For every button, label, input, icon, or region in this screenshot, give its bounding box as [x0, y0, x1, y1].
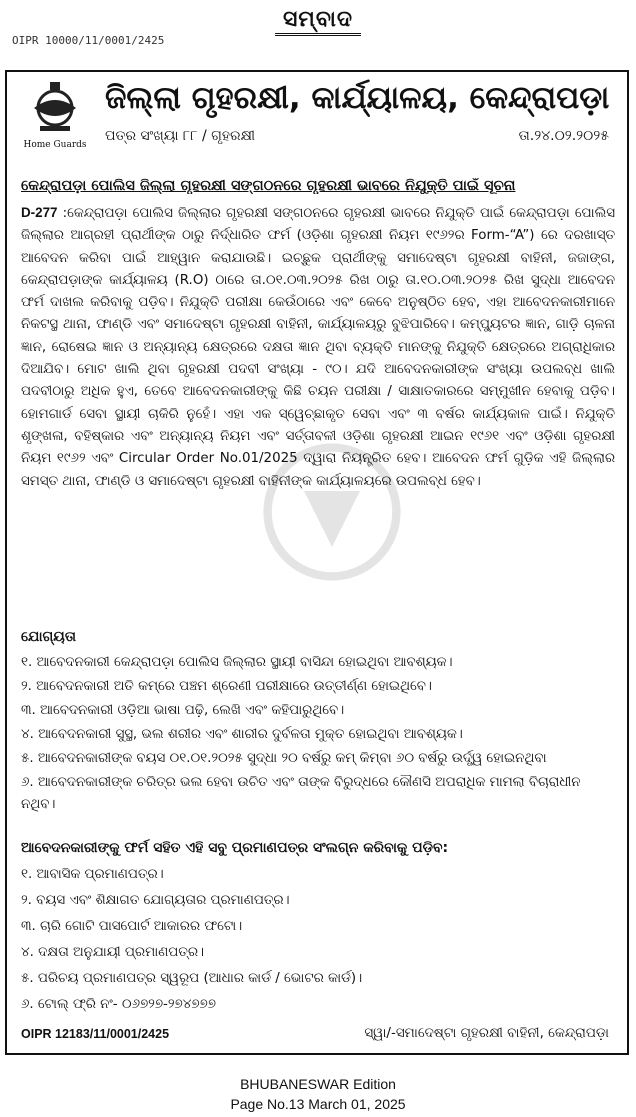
notice-body: [21, 202, 615, 493]
letter-number: ପତ୍ର ସଂଖ୍ୟା ୮୮ / ଗୃହରକ୍ଷୀ: [105, 128, 256, 144]
office-title: ଜିଲ୍ଲା ଗୃହରକ୍ଷୀ, କାର୍ଯ୍ୟାଳୟ, କେନ୍ଦ୍ରାପଡ଼ା: [105, 80, 610, 116]
notice-headline: କେନ୍ଦ୍ରାପଡ଼ା ପୋଲିସ ଜିଲ୍ଲା ଗୃହରକ୍ଷୀ ସଙ୍ଗଠନରେ ଗୃହରକ୍ଷୀ ଭାବରେ ନିଯୁକ୍ତି ପାଇଁ ସୂଚନା: [21, 178, 516, 194]
emblem-caption: Home Guards: [23, 140, 87, 150]
document-item: ୬. ଟୋଲ୍ ଫ୍ରି ନଂ- ୦୬୭୨୭-୨୭୪୭୭୭: [21, 997, 216, 1012]
eligibility-item: ୫. ଆବେଦନକାରୀଙ୍କ ବୟସ ୦୧.୦୧.୨୦୨୫ ସୁଦ୍ଧା ୨୦ ବର୍ଷରୁ କମ୍ କିମ୍ବା ୬୦ ବର୍ଷରୁ ଉର୍ଦ୍ଧ୍ୱ ହୋଇନଥିବା: [21, 751, 547, 766]
notice-body-text: :କେନ୍ଦ୍ରାପଡ଼ା ପୋଲିସ ଜିଲ୍ଲାର ଗୃହରକ୍ଷୀ ସଙ୍ଗଠନରେ ଗୃହରକ୍ଷୀ ଭାବରେ ନିଯୁକ୍ତି ପାଇଁ କେନ୍ଦ୍ରାପଡ଼ା ପୋଲିସ ଜିଲ୍ଲାର ଆଗ୍ରହୀ ପ୍ରାର୍ଥୀଙ୍କ ଠାରୁ ନିର୍ଦ୍ଧାରିତ ଫର୍ମ (ଓଡ଼ିଶା ଗୃହରକ୍ଷୀ ନିୟମ ୧୯୬୨ର Form-“A”) ରେ ଦରଖାସ୍ତ ଆବେଦନ କରିବା ପାଇଁ ଆହ୍ୱାନ କରାଯାଉଛି। ଇଚ୍ଛୁକ ପ୍ରାର୍ଥୀଙ୍କୁ ସମାଦେଷ୍ଟା ଗୃହରକ୍ଷୀ ବାହିନୀ, ଜଜାଙ୍ଗ, କେନ୍ଦ୍ରାପଡ଼ାଙ୍କ କାର୍ଯ୍ୟାଳୟ (R.O) ଠାରେ ତା.୦୧.୦୩.୨୦୨୫ ରିଖ ଠାରୁ ତା.୧୦.୦୩.୨୦୨୫ ରିଖ ସୁଦ୍ଧା ଆବେଦନ ଫର୍ମ ଦାଖଲ କରିବାକୁ ପଡ଼ିବ। ନିଯୁକ୍ତି ପରୀକ୍ଷା କେଉଁଠାରେ ଏବଂ କେବେ ଅନୁଷ୍ଠିତ ହେବ, ଏହା ଆବେଦନକାରୀମାନେ ନିକଟସ୍ଥ ଥାନା, ଫାଣ୍ଡି ଏବଂ ସମାଦେଷ୍ଟା ଗୃହରକ୍ଷୀ ବାହିନୀ, କାର୍ଯ୍ୟାଳୟରୁ ବୁଝିପାରିବେ। କମ୍ପ୍ୟୁଟର ଜ୍ଞାନ, ଗାଡ଼ି ଚାଳନା ଜ୍ଞାନ, ରୋଷେଇ ଜ୍ଞାନ ଓ ଅନ୍ୟାନ୍ୟ କ୍ଷେତ୍ରରେ ଦକ୍ଷତା ଜ୍ଞାନ ଥିବା ବ୍ୟକ୍ତି ମାନଙ୍କୁ ନିଯୁକ୍ତି କ୍ଷେତ୍ରରେ ଅଗ୍ରାଧିକାର ଦିଆଯିବ। ମୋଟ ଖାଲି ଥିବା ଗୃହରକ୍ଷୀ ପଦବୀ ସଂଖ୍ୟା - ୯୦। ଯଦି ଆବେଦନକାରୀଙ୍କ ସଂଖ୍ୟା ଉପଲବ୍ଧ ଖାଲି ପଦବୀଠାରୁ ଅଧିକ ହୁଏ, ତେବେ ଆବେଦନକାରୀଙ୍କୁ କିଛି ଚୟନ ପରୀକ୍ଷା / ସାକ୍ଷାତକାରରେ ସମ୍ମୁଖୀନ ହେବାକୁ ପଡ଼ିବ। ହୋମଗାର୍ଡ ସେବା ସ୍ଥାୟୀ ଚାକିରି ନୁହେଁ। ଏହା ଏକ ସ୍ୱେଚ୍ଛାକୃତ ସେବା ଏବଂ ୩ ବର୍ଷର କାର୍ଯ୍ୟକାଳ ପାଇଁ। ନିଯୁକ୍ତି ଶୃଙ୍ଖଳା, ବହିଷ୍କାର ଏବଂ ଅନ୍ୟାନ୍ୟ ନିୟମ ଏବଂ ସର୍ତ୍ତାବଳୀ ଓଡ଼ିଶା ଗୃହରକ୍ଷୀ ଆଇନ ୧୯୬୧ ଏବଂ ଓଡ଼ିଶା ଗୃହରକ୍ଷୀ ନିୟମ ୧୯୬୨ ଏବଂ Circular Order No.01/2025 ଦ୍ୱାରା ନିୟନ୍ତ୍ରିତ ହେବ। ଆବେଦନ ଫର୍ମ ଗୁଡ଼ିକ ଏହି ଜିଲ୍ଲାର ସମସ୍ତ ଥାନା, ଫାଣ୍ଡି ଓ ସମାଦେଷ୍ଟା ଗୃହରକ୍ଷୀ ବାହିନୀଙ୍କ କାର୍ଯ୍ୟାଳୟରେ ଉପଲବ୍ଧ ହେବ।: [21, 206, 615, 489]
eligibility-item: ୪. ଆବେଦନକାରୀ ସୁସ୍ଥ, ଭଲ ଶରୀର ଏବଂ ଶାରୀର ଦୁର୍ବଳତା ମୁକ୍ତ ହୋଇଥିବା ଆବଶ୍ୟକ।: [21, 727, 463, 742]
oipr-code: OIPR 12183/11/0001/2425: [21, 1027, 170, 1041]
notice-box: [5, 70, 629, 1055]
emblem-icon: [28, 80, 82, 138]
edition-page-date: Page No.13 March 01, 2025: [230, 1096, 406, 1112]
document-item: ୪. ଦକ୍ଷତା ଅନୁଯାୟୀ ପ୍ରମାଣପତ୍ର।: [21, 945, 205, 960]
eligibility-heading: ଯୋଗ୍ୟତା: [21, 629, 76, 645]
notice-date: ତା.୨୪.୦୨.୨୦୨୫: [518, 128, 609, 144]
home-guards-emblem: [21, 80, 89, 168]
document-item: ୧. ଆବାସିକ ପ୍ରମାଣପତ୍ର।: [21, 867, 164, 882]
document-item: ୩. ଚାରି ଗୋଟି ପାସପୋର୍ଟ ଆକାରର ଫଟୋ।: [21, 919, 243, 934]
eligibility-item: ୬. ଆବେଦନକାରୀଙ୍କ ଚରିତ୍ର ଭଲ ହେବା ଉଚିତ ଏବଂ ତାଙ୍କ ବିରୁଦ୍ଧରେ କୌଣସି ଅପରାଧିକ ମାମଲା ବିଚାରାଧୀନ ନଥିବ।: [21, 775, 581, 813]
documents-heading: ଆବେଦନକାରୀଙ୍କୁ ଫର୍ମ ସହିତ ଏହି ସବୁ ପ୍ରମାଣପତ୍ର ସଂଲଗ୍ନ କରିବାକୁ ପଡ଼ିବ:: [21, 840, 449, 856]
eligibility-item: ୩. ଆବେଦନକାରୀ ଓଡ଼ିଆ ଭାଷା ପଢ଼ି, ଲେଖି ଏବଂ କହିପାରୁଥିବେ।: [21, 703, 345, 718]
document-item: ୫. ପରିଚୟ ପ୍ରମାଣପତ୍ର ସ୍ୱରୂପ (ଆଧାର କାର୍ଡ / ଭୋଟର କାର୍ଡ)।: [21, 971, 363, 986]
signature-line: ସ୍ୱା/-ସମାଦେଷ୍ଟା ଗୃହରକ୍ଷୀ ବାହିନୀ, କେନ୍ଦ୍ରାପଡ଼ା: [364, 1025, 609, 1041]
edition-info: [0, 1074, 636, 1114]
newspaper-logo: ସମ୍ବାଦ: [275, 6, 361, 36]
eligibility-item: ୨. ଆବେଦନକାରୀ ଅତି କମ୍‌ରେ ପଞ୍ଚମ ଶ୍ରେଣୀ ପରୀକ୍ଷାରେ ଉତ୍ତୀର୍ଣ୍ଣ ହୋଇଥିବେ।: [21, 679, 432, 694]
notice-code: D-277: [21, 205, 58, 220]
eligibility-item: ୧. ଆବେଦନକାରୀ କେନ୍ଦ୍ରାପଡ଼ା ପୋଲିସ ଜିଲ୍ଲାର ସ୍ଥାୟୀ ବାସିନ୍ଦା ହୋଇଥିବା ଆବଶ୍ୟକ।: [21, 655, 453, 670]
masthead-strip-text: OIPR 10000/11/0001/2425: [12, 34, 165, 47]
document-item: ୨. ବୟସ ଏବଂ ଶିକ୍ଷାଗତ ଯୋଗ୍ୟତାର ପ୍ରମାଣପତ୍ର।: [21, 893, 290, 908]
edition-name: BHUBANESWAR Edition: [240, 1076, 396, 1092]
